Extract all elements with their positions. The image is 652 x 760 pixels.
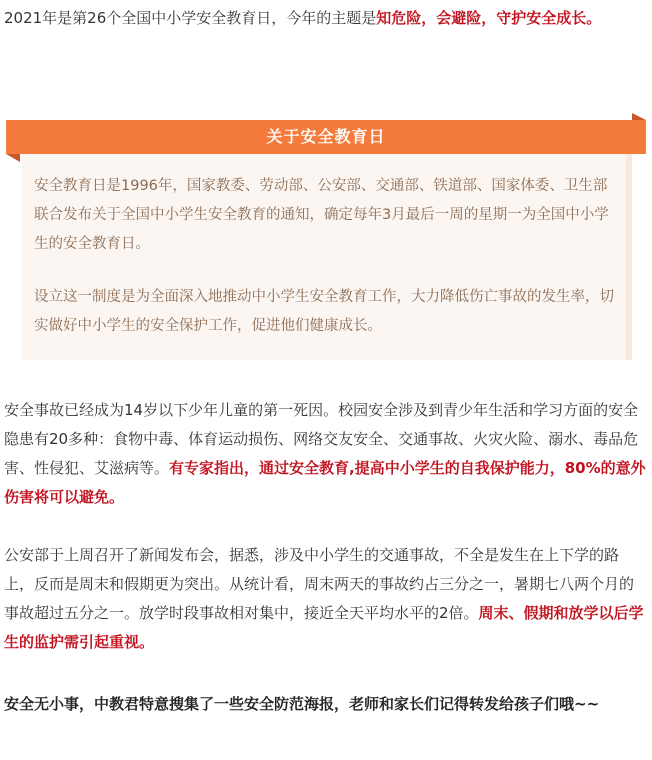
- callout-body: [22, 154, 632, 360]
- body-paragraph-1-highlight: 有专家指出，通过安全教育,提高中小学生的自我保护能力，80%的意外伤害将可以避免。: [4, 459, 646, 506]
- body-paragraph-2-text: 公安部于上周召开了新闻发布会，据悉，涉及中小学生的交通事故，不全是发生在上下学的路上，反而是周末和假期更为突出。从统计看，周末两天的事故约占三分之一，暑期七八两个月的事故超过五分之一。放学时段事故相对集中，接近全天平均水平的2倍。: [4, 546, 635, 622]
- safety-day-callout: [4, 120, 648, 360]
- banner-fold-right: [632, 113, 646, 120]
- body-paragraph-2-highlight: 周末、假期和放学以后学生的监护需引起重视。: [4, 604, 644, 651]
- intro-paragraph: [4, 4, 648, 33]
- intro-theme-highlight: 知危险，会避险，守护安全成长。: [376, 9, 602, 27]
- callout-paragraph-2: 设立这一制度是为全面深入地推动中小学生安全教育工作，大力降低伤亡事故的发生率，切实做好中小学生的安全保护工作，促进他们健康成长。: [34, 289, 614, 334]
- body-paragraph-1-text: 安全事故已经成为14岁以下少年儿童的第一死因。校园安全涉及到青少年生活和学习方面的安全隐患有20多种：食物中毒、体育运动损伤、网络交友安全、交通事故、火灾火险、溺水、毒品危害、性侵犯、艾滋病等。: [4, 401, 639, 477]
- closing-paragraph: 安全无小事，中教君特意搜集了一些安全防范海报，老师和家长们记得转发给孩子们哦~~: [4, 695, 600, 713]
- callout-paragraph-1: 安全教育日是1996年，国家教委、劳动部、公安部、交通部、铁道部、国家体委、卫生部联合发布关于全国中小学生安全教育的通知，确定每年3月最后一周的星期一为全国中小学生的安全教育日。: [34, 178, 609, 252]
- intro-text: 2021年是第26个全国中小学安全教育日，今年的主题是: [4, 9, 377, 27]
- body-paragraph-1: [4, 396, 648, 512]
- banner-fold-left: [6, 154, 20, 162]
- body-paragraph-2: [4, 541, 648, 657]
- callout-title: 关于安全教育日: [6, 120, 646, 154]
